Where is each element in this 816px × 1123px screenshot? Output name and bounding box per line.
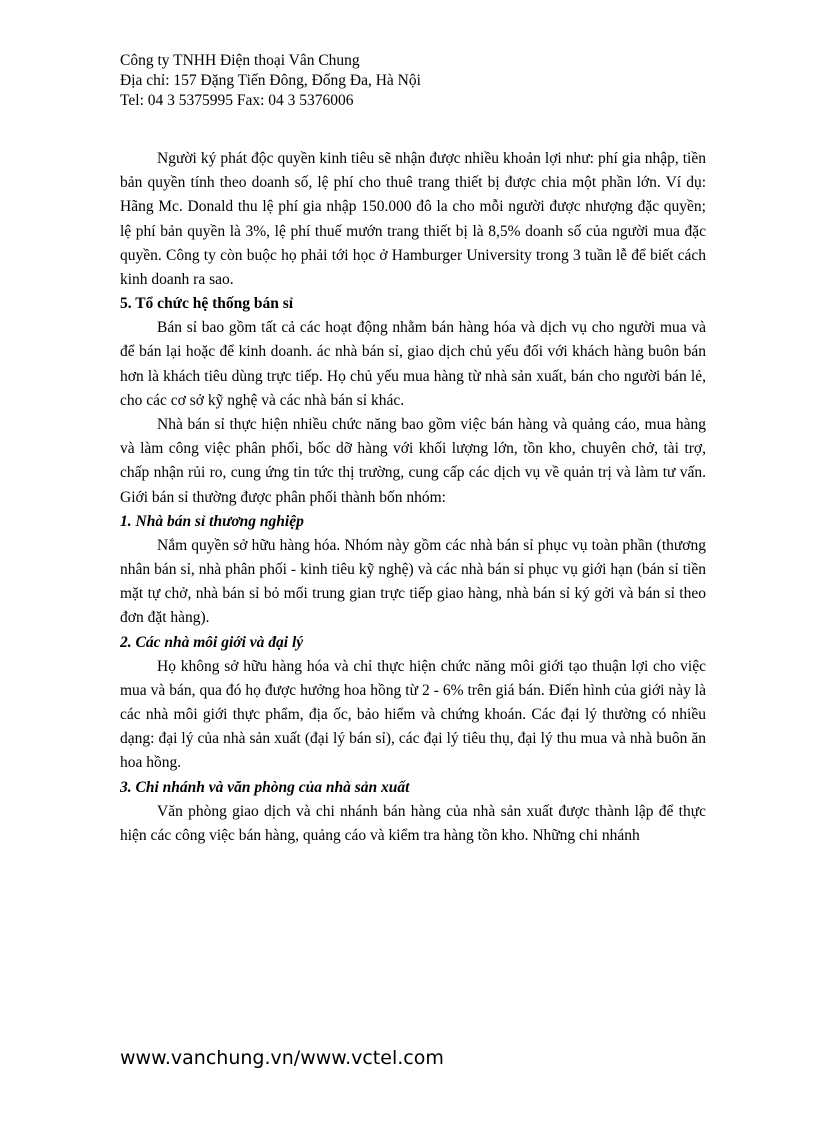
company-address: Địa chỉ: 157 Đặng Tiến Đông, Đống Đa, Hà Nội: [120, 72, 421, 89]
paragraph-manufacturer-branches: Văn phòng giao dịch và chi nhánh bán hàng của nhà sản xuất được thành lập để thực hiện các công việc bán hàng, quảng cáo và kiểm tra hàng tồn kho. Những chi nhánh: [120, 802, 706, 844]
subheading-merchant-wholesalers: 1. Nhà bán sỉ thương nghiệp: [120, 512, 304, 530]
paragraph-merchant-wholesalers: Nắm quyền sở hữu hàng hóa. Nhóm này gồm các nhà bán sỉ phục vụ toàn phần (thương nhân bán sỉ, nhà phân phối - kinh tiêu kỹ nghệ) và các nhà bán sỉ phục vụ giới hạn (bán sỉ tiền mặt tự chở, nhà bán sỉ bỏ mối trung gian trực tiếp giao hàng, nhà bán sỉ ký gởi và bán sỉ theo đơn đặt hàng).: [120, 536, 706, 627]
company-contact: Tel: 04 3 5375995 Fax: 04 3 5376006: [120, 92, 354, 109]
paragraph-brokers-agents: Họ không sở hữu hàng hóa và chỉ thực hiện chức năng môi giới tạo thuận lợi cho việc mua và bán, qua đó họ được hưởng hoa hồng từ 2 - 6% trên giá bán. Điển hình của giới này là các nhà môi giới thực phẩm, địa ốc, bảo hiểm và chứng khoán. Các đại lý thường có nhiều dạng: đại lý của nhà sản xuất (đại lý bán sỉ), các đại lý tiêu thụ, đại lý thu mua và nhà buôn ăn hoa hồng.: [120, 657, 706, 772]
letterhead: [120, 51, 421, 111]
paragraph-franchise-fees: Người ký phát độc quyền kinh tiêu sẽ nhận được nhiều khoản lợi như: phí gia nhập, tiền bản quyền tính theo doanh số, lệ phí cho thuê trang thiết bị được chia một phần lớn. Ví dụ: Hãng Mc. Donald thu lệ phí gia nhập 150.000 đô la cho mỗi người được nhượng đặc quyền; lệ phí bản quyền là 3%, lệ phí thuế mướn trang thiết bị là 8,5% doanh số của người mua đặc quyền. Công ty còn buộc họ phải tới học ở Hamburger University trong 3 tuần lễ để biết cách kinh doanh ra sao.: [120, 150, 706, 289]
paragraph-wholesale-functions: Nhà bán sỉ thực hiện nhiều chức năng bao gồm việc bán hàng và quảng cáo, mua hàng và làm công việc phân phối, bốc dỡ hàng với khối lượng lớn, tồn kho, chuyên chở, tài trợ, chấp nhận rủi ro, cung ứng tin tức thị trường, cung cấp các dịch vụ về quản trị và làm tư vấn. Giới bán sỉ thường được phân phối thành bốn nhóm:: [120, 416, 706, 506]
section-heading-wholesale: 5. Tổ chức hệ thống bán sỉ: [120, 295, 294, 313]
document-body: [120, 147, 706, 848]
subheading-manufacturer-branches: 3. Chi nhánh và văn phòng của nhà sản xuất: [120, 778, 410, 796]
footer-website: www.vanchung.vn/www.vctel.com: [120, 1047, 444, 1069]
company-name: Công ty TNHH Điện thoại Vân Chung: [120, 52, 360, 69]
paragraph-wholesale-definition: Bán sỉ bao gồm tất cả các hoạt động nhằm bán hàng hóa và dịch vụ cho người mua và để bán lại hoặc để kinh doanh. ác nhà bán sỉ, giao dịch chủ yếu đối với khách hàng buôn bán hơn là khách tiêu dùng trực tiếp. Họ chủ yếu mua hàng từ nhà sản xuất, bán cho người bán lẻ, cho các cơ sở kỹ nghệ và các nhà bán sỉ khác.: [120, 319, 706, 409]
subheading-brokers-agents: 2. Các nhà môi giới và đại lý: [120, 633, 304, 651]
